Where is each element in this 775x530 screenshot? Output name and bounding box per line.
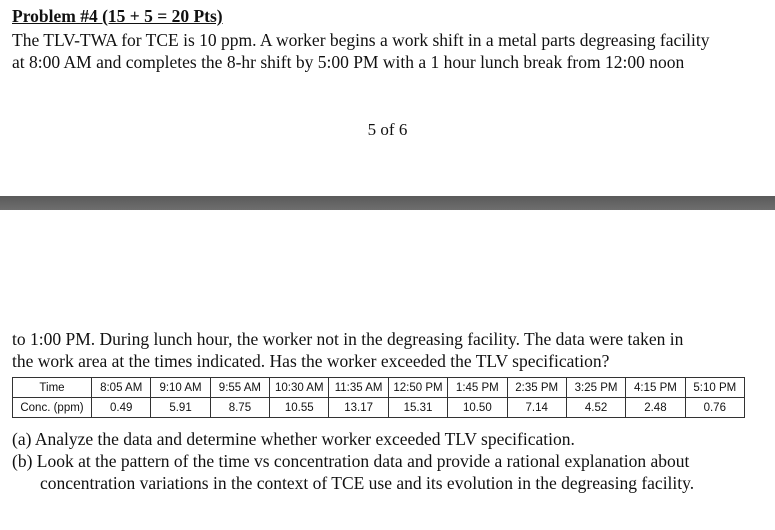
- conc-cell: 5.91: [151, 398, 210, 418]
- continuation-line: the work area at the times indicated. Has the worker exceeded the TLV specification?: [12, 351, 610, 371]
- time-cell: 3:25 PM: [566, 378, 625, 398]
- problem-title: Problem #4 (15 + 5 = 20 Pts): [12, 6, 223, 26]
- table-row-concentration: [13, 398, 745, 418]
- page-break-divider: [0, 196, 775, 210]
- time-cell: 11:35 AM: [329, 378, 388, 398]
- time-cell: 2:35 PM: [507, 378, 566, 398]
- table-row-time: [13, 378, 745, 398]
- conc-cell: 0.49: [92, 398, 151, 418]
- conc-cell: 15.31: [388, 398, 447, 418]
- questions: [12, 428, 694, 494]
- conc-cell: 10.55: [270, 398, 329, 418]
- time-concentration-table: [12, 377, 745, 418]
- conc-cell: 2.48: [626, 398, 685, 418]
- time-cell: 8:05 AM: [92, 378, 151, 398]
- question-b-line2: concentration variations in the context of TCE use and its evolution in the degreasing facility.: [40, 473, 695, 493]
- time-cell: 9:55 AM: [210, 378, 269, 398]
- intro-line: at 8:00 AM and completes the 8-hr shift by 5:00 PM with a 1 hour lunch break from 12:00 noon: [12, 52, 685, 72]
- problem-continuation: [12, 328, 683, 372]
- row-header-concentration: Conc. (ppm): [13, 398, 92, 418]
- question-b-line1: (b) Look at the pattern of the time vs concentration data and provide a rational explanation about: [12, 451, 690, 471]
- time-cell: 1:45 PM: [448, 378, 507, 398]
- conc-cell: 10.50: [448, 398, 507, 418]
- page-top: [0, 0, 775, 196]
- conc-cell: 8.75: [210, 398, 269, 418]
- conc-cell: 7.14: [507, 398, 566, 418]
- time-cell: 4:15 PM: [626, 378, 685, 398]
- time-cell: 12:50 PM: [388, 378, 447, 398]
- conc-cell: 0.76: [685, 398, 744, 418]
- time-cell: 10:30 AM: [270, 378, 329, 398]
- problem-intro: [12, 29, 709, 73]
- time-cell: 9:10 AM: [151, 378, 210, 398]
- conc-cell: 13.17: [329, 398, 388, 418]
- row-header-time: Time: [13, 378, 92, 398]
- question-a: (a) Analyze the data and determine whether worker exceeded TLV specification.: [12, 429, 575, 449]
- page-number: 5 of 6: [367, 120, 408, 139]
- conc-cell: 4.52: [566, 398, 625, 418]
- continuation-line: to 1:00 PM. During lunch hour, the worker not in the degreasing facility. The data were taken in: [12, 329, 684, 349]
- time-cell: 5:10 PM: [685, 378, 744, 398]
- intro-line: The TLV-TWA for TCE is 10 ppm. A worker begins a work shift in a metal parts degreasing facility: [12, 30, 710, 50]
